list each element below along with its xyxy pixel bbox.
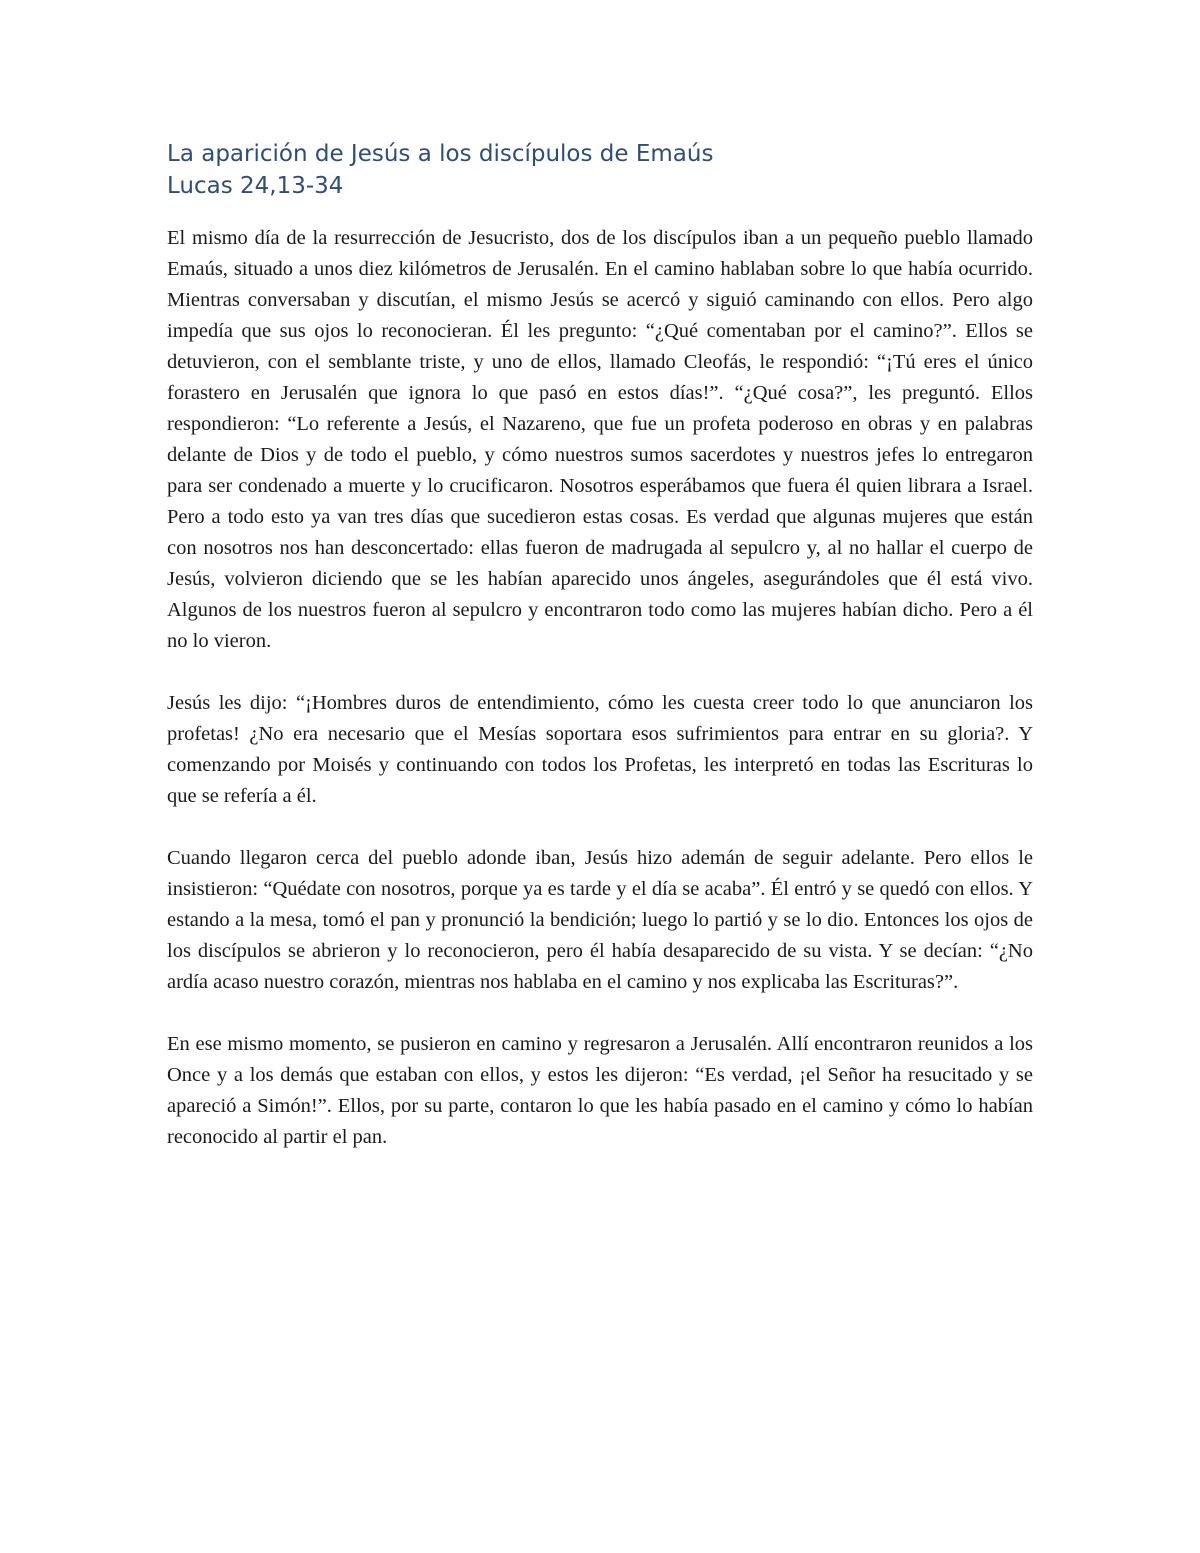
heading-block xyxy=(167,138,1033,202)
paragraph-2: Jesús les dijo: “¡Hombres duros de entendimiento, cómo les cuesta creer todo lo que anunciaron los profetas! ¿No era necesario que el Mesías soportara esos sufrimientos para entrar en su gloria?. Y comenzando por Moisés y continuando con todos los Profetas, les interpretó en todas las Escrituras lo que se refería a él. xyxy=(167,692,1033,807)
paragraph-1: El mismo día de la resurrección de Jesucristo, dos de los discípulos iban a un pequeño pueblo llamado Emaús, situado a unos diez kilómetros de Jerusalén. En el camino hablaban sobre lo que había ocurrido. Mientras conversaban y discutían, el mismo Jesús se acercó y siguió caminando con ellos. Pero algo impedía que sus ojos lo reconocieran. Él les pregunto: “¿Qué comentaban por el camino?”. Ellos se detuvieron, con el semblante triste, y uno de ellos, llamado Cleofás, le respondió: “¡Tú eres el único forastero en Jerusalén que ignora lo que pasó en estos días!”. “¿Qué cosa?”, les preguntó. Ellos respondieron: “Lo referente a Jesús, el Nazareno, que fue un profeta poderoso en obras y en palabras delante de Dios y de todo el pueblo, y cómo nuestros sumos sacerdotes y nuestros jefes lo entregaron para ser condenado a muerte y lo crucificaron. Nosotros esperábamos que fuera él quien librara a Israel. Pero a todo esto ya van tres días que sucedieron estas cosas. Es verdad que algunas mujeres que están con nosotros nos han desconcertado: ellas fueron de madrugada al sepulcro y, al no hallar el cuerpo de Jesús, volvieron diciendo que se les habían aparecido unos ángeles, asegurándoles que él está vivo. Algunos de los nuestros fueron al sepulcro y encontraron todo como las mujeres habían dicho. Pero a él no lo vieron. xyxy=(167,227,1033,652)
document-title: La aparición de Jesús a los discípulos de Emaús xyxy=(167,141,714,167)
paragraph-3: Cuando llegaron cerca del pueblo adonde iban, Jesús hizo ademán de seguir adelante. Pero ellos le insistieron: “Quédate con nosotros, porque ya es tarde y el día se acaba”. Él entró y se quedó con ellos. Y estando a la mesa, tomó el pan y pronunció la bendición; luego lo partió y se lo dio. Entonces los ojos de los discípulos se abrieron y lo reconocieron, pero él había desaparecido de su vista. Y se decían: “¿No ardía acaso nuestro corazón, mientras nos hablaba en el camino y nos explicaba las Escrituras?”. xyxy=(167,847,1033,993)
document-page xyxy=(167,138,1033,1184)
scripture-reference: Lucas 24,13-34 xyxy=(167,173,344,199)
paragraph-4: En ese mismo momento, se pusieron en camino y regresaron a Jerusalén. Allí encontraron reunidos a los Once y a los demás que estaban con ellos, y estos les dijeron: “Es verdad, ¡el Señor ha resucitado y se apareció a Simón!”. Ellos, por su parte, contaron lo que les había pasado en el camino y cómo lo habían reconocido al partir el pan. xyxy=(167,1033,1033,1148)
